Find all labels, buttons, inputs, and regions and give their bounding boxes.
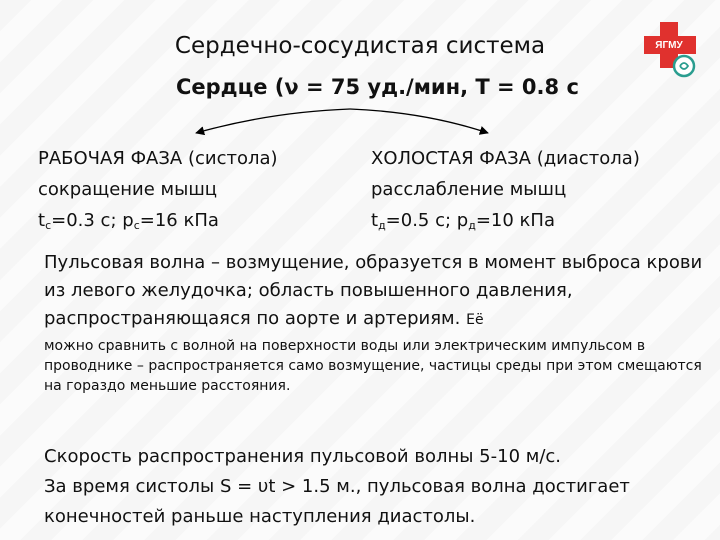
speed-line-2: За время систолы S = υt > 1.5 м., пульсовая волна достигает xyxy=(44,476,630,497)
velocity-symbol: υ xyxy=(257,476,269,497)
arrow-to-diastole xyxy=(350,109,488,133)
systole-parameters: $t_с=0.3$ с; $p_с=16$ кПа xyxy=(38,210,219,232)
diastole-block xyxy=(371,143,640,236)
pulse-wave-comparison: можно сравнить с волной на поверхности воды или электрическим импульсом в проводнике – распространяется само возмущение, частицы среды при этом смещаются на гораздо меньшие расстояния. xyxy=(44,338,702,394)
diastole-description: расслабление мышц xyxy=(371,179,567,200)
branch-arrows xyxy=(0,0,720,160)
slide-subtitle: Сердце (ν = 75 уд./мин, T = 0.8 с xyxy=(176,75,579,99)
diastole-heading: ХОЛОСТАЯ ФАЗА (диастола) xyxy=(371,148,640,169)
arrow-to-systole xyxy=(196,109,350,133)
systole-block xyxy=(38,143,278,236)
speed-line-3: конечностей раньше наступления диастолы. xyxy=(44,506,476,527)
slide-title: Сердечно-сосудистая система xyxy=(174,33,546,59)
diastole-parameters: $t_д=0.5$ с; $p_д=10$ кПа xyxy=(371,210,555,232)
pulse-wave-speed xyxy=(44,442,704,532)
logo-text: ЯГМУ xyxy=(655,40,683,51)
systole-heading: РАБОЧАЯ ФАЗА (систола) xyxy=(38,148,278,169)
pulse-wave-definition-tail: Её xyxy=(466,312,484,328)
speed-line-1: Скорость распространения пульсовой волны 5-10 м/с. xyxy=(44,446,562,467)
pulse-wave-definition: Пульсовая волна – возмущение, образуется в момент выброса крови из левого желудочка; область повышенного давления, распространяющаяся по аорте и артериям. Её xyxy=(44,252,703,329)
systole-description: сокращение мышц xyxy=(38,179,218,200)
